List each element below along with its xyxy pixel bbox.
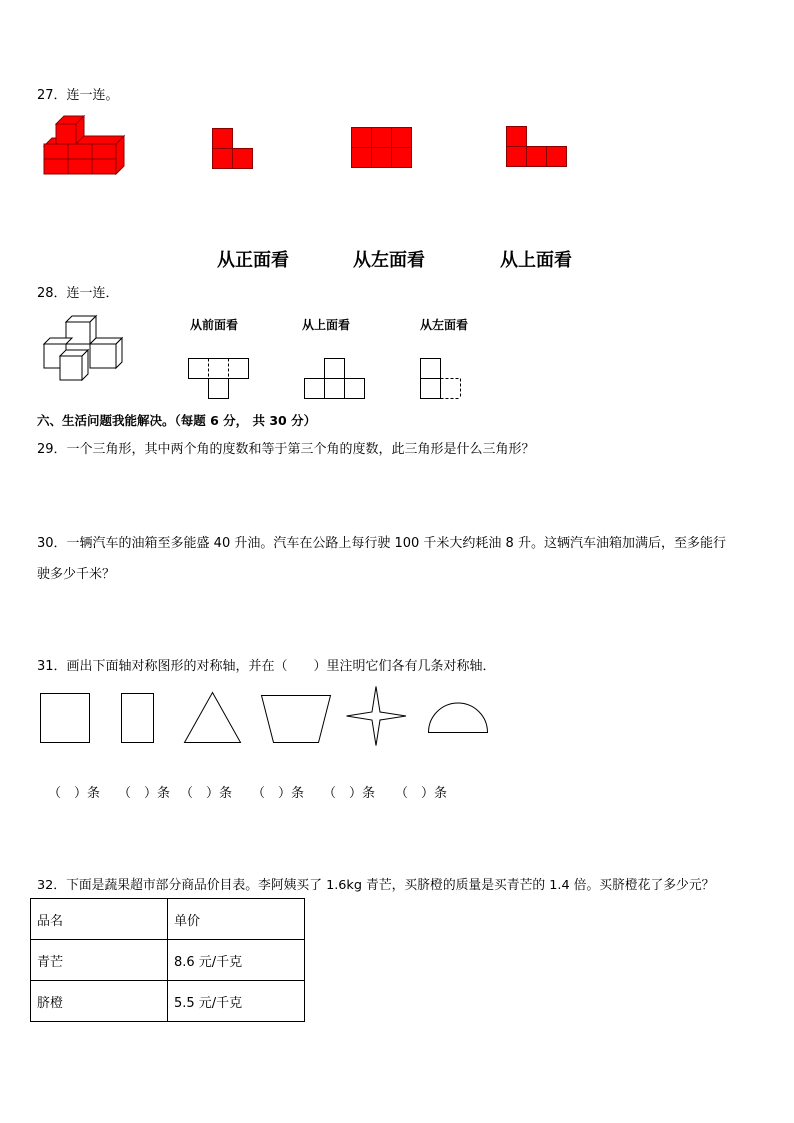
q27-label-top[interactable]: 从上面看 <box>500 250 572 271</box>
q31-answer-2[interactable]: （ ）条 <box>118 786 171 801</box>
table-row <box>31 940 305 981</box>
table-header-row <box>31 899 305 940</box>
q27-3d-cubes[interactable] <box>44 116 134 178</box>
shape-trapezoid[interactable] <box>261 695 333 745</box>
q32-text: 32．下面是蔬果超市部分商品价目表。李阿姨买了 1.6kg 青芒，买脐橙的质量是买青芒的 1.4 倍。买脐橙花了多少元？ <box>37 878 715 893</box>
q31-answer-4[interactable]: （ ）条 <box>252 786 305 801</box>
table-cell-name: 青芒 <box>31 940 168 981</box>
table-cell-price: 5.5 元/千克 <box>168 981 305 1022</box>
q27-view-shape-3[interactable] <box>506 126 570 170</box>
q28-label-left: 从左面看 <box>420 318 469 332</box>
section-6-title: 六、生活问题我能解决。（每题 6 分， 共 30 分） <box>37 413 317 428</box>
q29-text: 29．一个三角形，其中两个角的度数和等于第三个角的度数，此三角形是什么三角形？ <box>37 442 535 457</box>
q28-view-shape-3[interactable] <box>420 358 464 402</box>
q28-view-shape-2[interactable] <box>304 358 368 402</box>
q31-answer-1[interactable]: （ ）条 <box>48 786 101 801</box>
table-row <box>31 981 305 1022</box>
q28-view-shape-1[interactable] <box>188 358 252 402</box>
table-cell-price: 8.6 元/千克 <box>168 940 305 981</box>
q28-label-top: 从上面看 <box>302 318 351 332</box>
shape-four-point-star[interactable] <box>346 686 408 748</box>
q30-text-line1: 30．一辆汽车的油箱至多能盛 40 升油。汽车在公路上每行驶 100 千米大约耗油 8 升。这辆汽车油箱加满后，至多能行 <box>37 536 726 551</box>
q31-answer-3[interactable]: （ ）条 <box>180 786 233 801</box>
q31-answer-5[interactable]: （ ）条 <box>323 786 376 801</box>
q27-label-left[interactable]: 从左面看 <box>353 250 425 271</box>
q27-view-shape-2[interactable] <box>351 127 415 171</box>
q28-text: 28．连一连． <box>37 286 119 301</box>
q27-text: 27．连一连。 <box>37 88 119 103</box>
q27-view-shape-1[interactable] <box>212 128 256 170</box>
shape-semicircle[interactable] <box>428 703 490 735</box>
shape-square[interactable] <box>40 693 92 745</box>
q31-answer-6[interactable]: （ ）条 <box>395 786 448 801</box>
q28-3d-cubes[interactable] <box>42 316 126 382</box>
table-header-price: 单价 <box>168 899 305 940</box>
q31-text: 31．画出下面轴对称图形的对称轴，并在（ ）里注明它们各有几条对称轴． <box>37 659 496 674</box>
q28-label-front: 从前面看 <box>190 318 239 332</box>
table-header-name: 品名 <box>31 899 168 940</box>
shape-triangle[interactable] <box>184 692 244 746</box>
price-table <box>30 898 305 1022</box>
q27-label-front[interactable]: 从正面看 <box>217 250 289 271</box>
table-cell-name: 脐橙 <box>31 981 168 1022</box>
q30-text-line2: 驶多少千米？ <box>37 567 116 582</box>
shape-rectangle[interactable] <box>121 693 157 745</box>
